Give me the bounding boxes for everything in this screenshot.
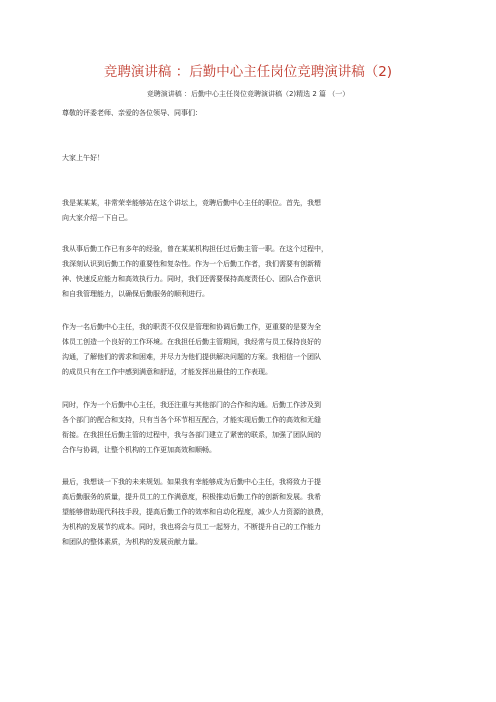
paragraph-3 — [62, 242, 328, 302]
paragraph-1 — [62, 151, 104, 166]
paragraph-line: 合作与协调，让整个机构的工作更加高效和顺畅。 — [62, 446, 216, 454]
paragraph-line: 和自我管理能力，以确保后勤服务的顺利进行。 — [62, 290, 209, 298]
paragraph-line: 作为一名后勤中心主任，我的职责不仅仅是管理和协调后勤工作，更重要的是要为全 — [62, 323, 321, 331]
document-title: 竞聘演讲稿 ：后勤中心主任岗位竞聘演讲稿（2) — [103, 64, 393, 80]
paragraph-line: 向大家介绍一下自己。 — [62, 214, 132, 222]
paragraph-line: 为机构的发展节约成本。同时，我也将会与员工一起努力，不断提升自己的工作能力 — [62, 523, 321, 531]
paragraph-line: 我深刻认识到后勤工作的重要性和复杂性。作为一个后勤工作者，我们需要有创新精 — [62, 260, 321, 268]
paragraph-6 — [62, 475, 328, 550]
paragraph-line: 衔接。在我担任后勤主管的过程中，我与各部门建立了紧密的联系，加强了团队间的 — [62, 431, 321, 439]
paragraph-line: 的成员只有在工作中感到满意和舒适，才能发挥出最佳的工作表现。 — [62, 368, 272, 376]
paragraph-line: 大家上午好！ — [62, 154, 104, 162]
paragraph-4 — [62, 320, 321, 380]
paragraph-2 — [62, 196, 321, 226]
paragraph-line: 沟通，了解他们的需求和困难，并尽力为他们提供解决问题的方案。我相信一个团队 — [62, 353, 321, 361]
paragraph-5 — [62, 398, 321, 458]
paragraph-line: 体员工创造一个良好的工作环境。在我担任后勤主管期间，我经常与员工保持良好的 — [62, 338, 321, 346]
paragraph-line: 我是某某某，非常荣幸能够站在这个讲坛上，竞聘后勤中心主任的职位。首先，我想 — [62, 199, 321, 207]
paragraph-line: 高后勤服务的质量，提升员工的工作满意度，积极推动后勤工作的创新和发展。我希 — [62, 493, 321, 501]
paragraph-line: 各个部门的配合和支持，只有当各个环节相互配合，才能实现后勤工作的高效和无缝 — [62, 416, 321, 424]
paragraph-line: 我从事后勤工作已有多年的经验，曾在某某机构担任过后勤主管一职。在这个过程中， — [62, 245, 328, 253]
greeting-line: 尊敬的评委老师、亲爱的各位领导、同事们： — [62, 109, 202, 117]
paragraph-line: 同时，作为一个后勤中心主任，我还注重与其他部门的合作和沟通。后勤工作涉及到 — [62, 401, 321, 409]
paragraph-line: 和团队的整体素质，为机构的发展贡献力量。 — [62, 538, 202, 546]
document-subtitle: 竞聘演讲稿 ：后勤中心主任岗位竞聘演讲稿（2)精选 2 篇 （一） — [146, 90, 350, 98]
paragraph-line: 望能够借助现代科技手段，提高后勤工作的效率和自动化程度，减少人力资源的浪费， — [62, 508, 328, 516]
paragraph-line: 最后，我想谈一下我的未来规划。如果我有幸能够成为后勤中心主任，我将致力于提 — [62, 478, 321, 486]
paragraph-line: 神、快速反应能力和高效执行力。同时，我们还需要保持高度责任心、团队合作意识 — [62, 275, 321, 283]
